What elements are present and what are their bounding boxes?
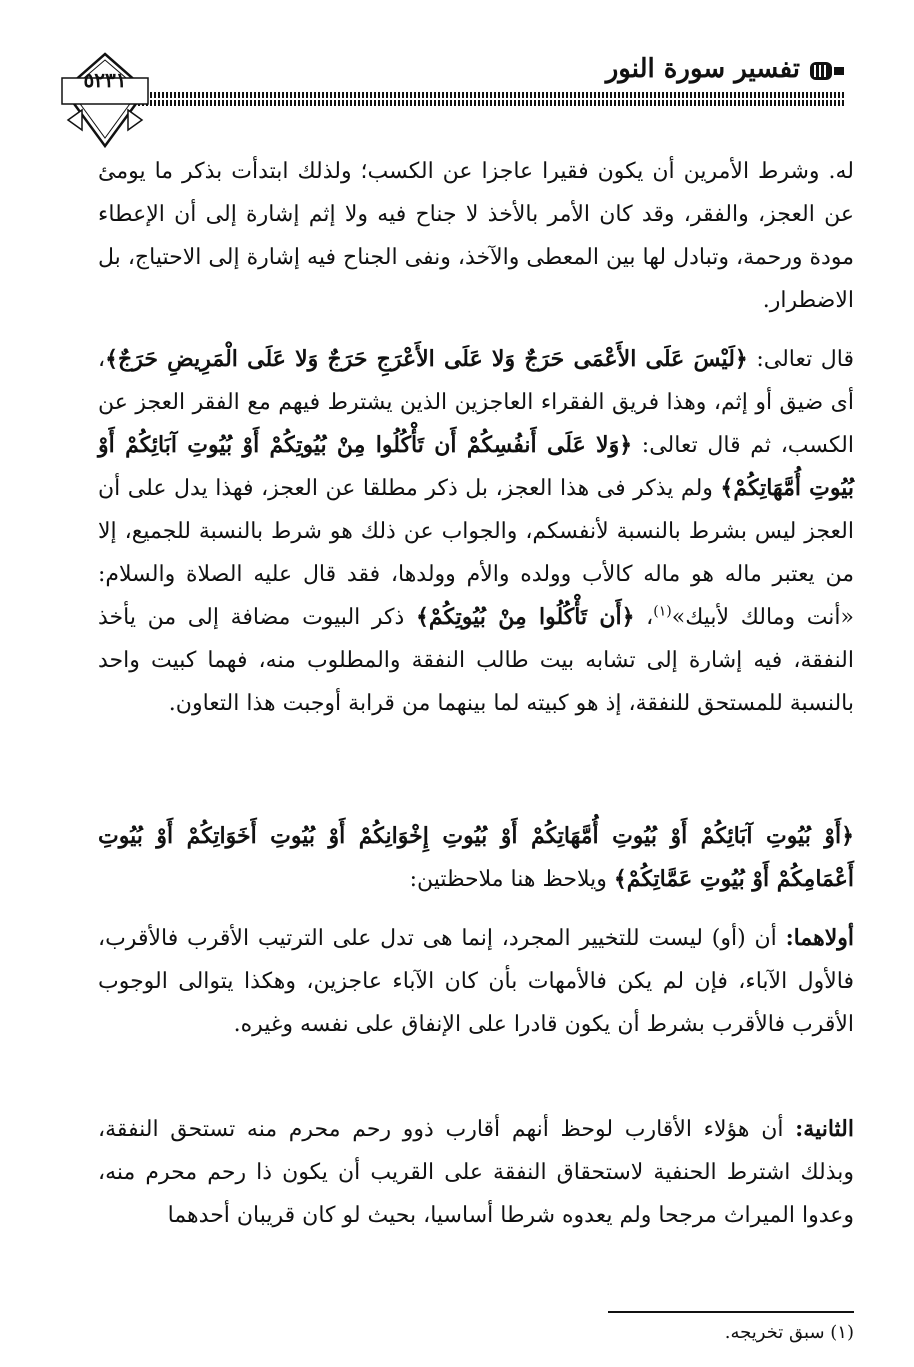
paragraph-5 [98, 1108, 854, 1237]
footnote-rule [608, 1311, 854, 1313]
page-number: ٥٢٣١ [83, 68, 127, 92]
quran-verse: ﴿وَلا عَلَى أَنفُسِكُمْ أَن تَأْكُلُوا مِنْ بُيُوتِكُمْ أَوْ بُيُوتِ آبَائِكُمْ أَوْ بُيُوتِ أُمَّهَاتِكُمْ﴾ [98, 432, 854, 501]
page-number-badge [60, 50, 150, 150]
page-header [60, 40, 844, 150]
paragraph-4 [98, 917, 854, 1046]
paragraph-1 [98, 150, 854, 322]
quran-verse: ﴿لَيْسَ عَلَى الأَعْمَى حَرَجٌ وَلا عَلَى الأَعْرَجِ حَرَجٌ وَلا عَلَى الْمَرِيضِ حَرَجٌ﴾ [105, 346, 748, 372]
paragraph-text: ذكر البيوت مضافة إلى من يأخذ النفقة، فيه إشارة إلى تشابه بيت طالب النفقة والمطلوب منه، فهما كبيت واحد بالنسبة للمستحق للنفقة، إذ هو كبيته لما بينهما من قرابة أوجبت هذا التعاون. [98, 605, 854, 716]
paragraph-lead: الثانية: [795, 1116, 854, 1142]
paragraph-text: قال تعالى: [747, 347, 854, 372]
quran-verse: ﴿أَن تَأْكُلُوا مِنْ بُيُوتِكُمْ﴾ [415, 604, 635, 630]
paragraph-text: ، أى ضيق أو إثم، وهذا فريق الفقراء العاجزين الذين يشترط فيهم مع الفقر العجز عن الكسب، ثم قال تعالى: [98, 347, 854, 458]
running-title: تفسير سورة النور [605, 54, 800, 84]
paragraph-text: له. وشرط الأمرين أن يكون فقيرا عاجزا عن الكسب؛ ولذلك ابتدأت بذكر ما يومئ عن العجز، والفقر، وقد كان الأمر بالأخذ لا جناح فيه ولا إثم إشارة إلى أن الإعطاء مودة ورحمة، وتبادل لها بين المعطى والآخذ، ونفى الجناح فيه إشارة إلى الاحتياج، بل الاضطرار. [98, 159, 854, 313]
footnote: (١) سبق تخريجه. [724, 1322, 854, 1343]
header-rule [138, 92, 844, 106]
paragraph-text: ولم يذكر فى هذا العجز، بل ذكر مطلقا عن العجز، فهذا يدل على أن العجز ليس بشرط بالنسبة لأنفسكم، والجواب عن ذلك هو شرط بالنسبة للجميع، إلا من يعتبر ماله هو ماله كالأب وولده والأم وولدها، فقد قال عليه الصلاة والسلام: «أنت ومالك لأبيك» [98, 476, 855, 630]
paragraph-text: أن هؤلاء الأقارب لوحظ أنهم أقارب ذوو رحم محرم منه تستحق النفقة، وبذلك اشترط الحنفية لاستحقاق النفقة على القريب أن يكون ذا رحم محرم منه، وعدوا الميراث مرجحا ولم يعدوه شرطا أساسيا، بحيث لو كان قريبان أحدهما [98, 1117, 854, 1228]
footnote-marker: (١) [653, 603, 672, 620]
paragraph-text: ويلاحظ هنا ملاحظتين: [409, 867, 614, 892]
ornament-icon [810, 60, 844, 82]
paragraph-2 [98, 338, 854, 725]
paragraph-text: ، [634, 605, 654, 630]
paragraph-text: أن (أو) ليست للتخيير المجرد، إنما هى تدل على الترتيب الأقرب فالأقرب، فالأول الآباء، فإن لم يكن فالأمهات بأن كان الآباء عاجزين، وهكذا يتوالى الوجوب الأقرب فالأقرب بشرط أن يكون قادرا على الإنفاق على نفسه وغيره. [98, 926, 854, 1037]
quran-verse: ﴿أَوْ بُيُوتِ آبَائِكُمْ أَوْ بُيُوتِ أُمَّهَاتِكُمْ أَوْ بُيُوتِ إِخْوَانِكُمْ أَوْ بُيُوتِ أَخَوَاتِكُمْ أَوْ بُيُوتِ أَعْمَامِكُمْ أَوْ بُيُوتِ عَمَّاتِكُمْ﴾ [98, 823, 854, 892]
paragraph-lead: أولاهما: [785, 925, 854, 951]
paragraph-3 [98, 815, 854, 901]
